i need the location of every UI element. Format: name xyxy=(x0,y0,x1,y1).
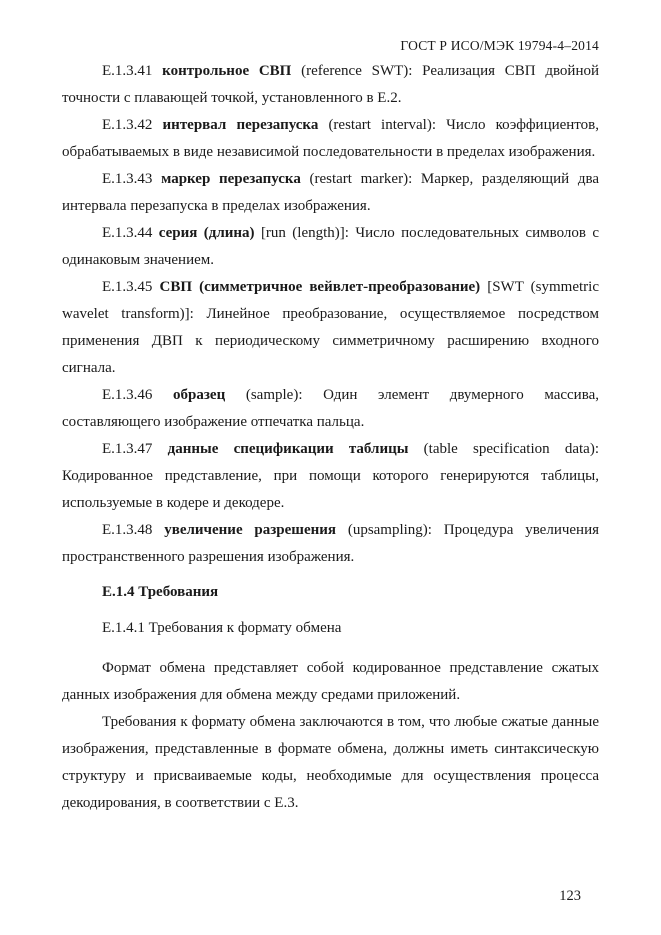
term-entry xyxy=(62,58,599,112)
term-number: E.1.3.42 xyxy=(102,117,153,133)
term-definition: [SWT (symmetric wavelet transform)]: Линейное преобразование, осуществляемое посредством применения ДВП к периодическому симметричному расширению входного сигнала. xyxy=(62,279,599,376)
term-number: E.1.3.48 xyxy=(102,522,153,538)
term-entry xyxy=(62,382,599,436)
term-number: E.1.3.47 xyxy=(102,441,153,457)
term-name: данные спецификации таблицы xyxy=(167,441,409,457)
term-number: E.1.3.41 xyxy=(102,63,153,79)
term-entry xyxy=(62,166,599,220)
term-name: образец xyxy=(173,387,226,403)
term-name: СВП (симметричное вейвлет-преобразование) xyxy=(159,279,481,295)
term-entry xyxy=(62,112,599,166)
term-number: E.1.3.45 xyxy=(102,279,153,295)
term-name: маркер перезапуска xyxy=(161,171,301,187)
term-definition: (sample): Один элемент двумерного массива, составляющего изображение отпечатка пальца. xyxy=(62,387,599,430)
term-definition: (restart interval): Число коэффициентов, обрабатываемых в виде независимой последовательности в пределах изображения. xyxy=(62,117,599,160)
term-definition: (upsampling): Процедура увеличения пространственного разрешения изображения. xyxy=(62,522,600,565)
term-entry xyxy=(62,436,599,517)
term-number: E.1.3.44 xyxy=(102,225,153,241)
term-number: E.1.3.43 xyxy=(102,171,153,187)
term-number: E.1.3.46 xyxy=(102,387,153,403)
term-entry xyxy=(62,517,599,571)
term-name: увеличение разрешения xyxy=(164,522,337,538)
term-name: контрольное СВП xyxy=(162,63,292,79)
body-paragraph: Требования к формату обмена заключаются в том, что любые сжатые данные изображения, представленные в формате обмена, должны иметь синтаксическую структуру и присваиваемые коды, необходимые для осуществления процесса декодирования, в соответствии с E.3. xyxy=(62,714,599,811)
term-name: интервал перезапуска xyxy=(162,117,319,133)
page-number: 123 xyxy=(559,888,581,904)
term-definition: (restart marker): Маркер, разделяющий два интервала перезапуска в пределах изображения. xyxy=(62,171,599,214)
term-definition: (table specification data): Кодированное представление, при помощи которого генерируются таблицы, используемые в кодере и декодере. xyxy=(62,441,599,511)
subsection-heading: E.1.4.1 Требования к формату обмена xyxy=(102,620,342,636)
document-header: ГОСТ Р ИСО/МЭК 19794-4–2014 xyxy=(400,38,599,53)
page-content xyxy=(62,58,599,817)
term-entry xyxy=(62,274,599,382)
term-name: серия (длина) xyxy=(158,225,255,241)
section-heading: E.1.4 Требования xyxy=(102,584,219,600)
term-definition: [run (length)]: Число последовательных символов с одинаковым значением. xyxy=(62,225,599,268)
term-entry xyxy=(62,220,599,274)
body-paragraph: Формат обмена представляет собой кодированное представление сжатых данных изображения для обмена между средами приложений. xyxy=(62,660,599,703)
term-definition: (reference SWT): Реализация СВП двойной точности с плавающей точкой, установленного в E.2. xyxy=(62,63,600,106)
